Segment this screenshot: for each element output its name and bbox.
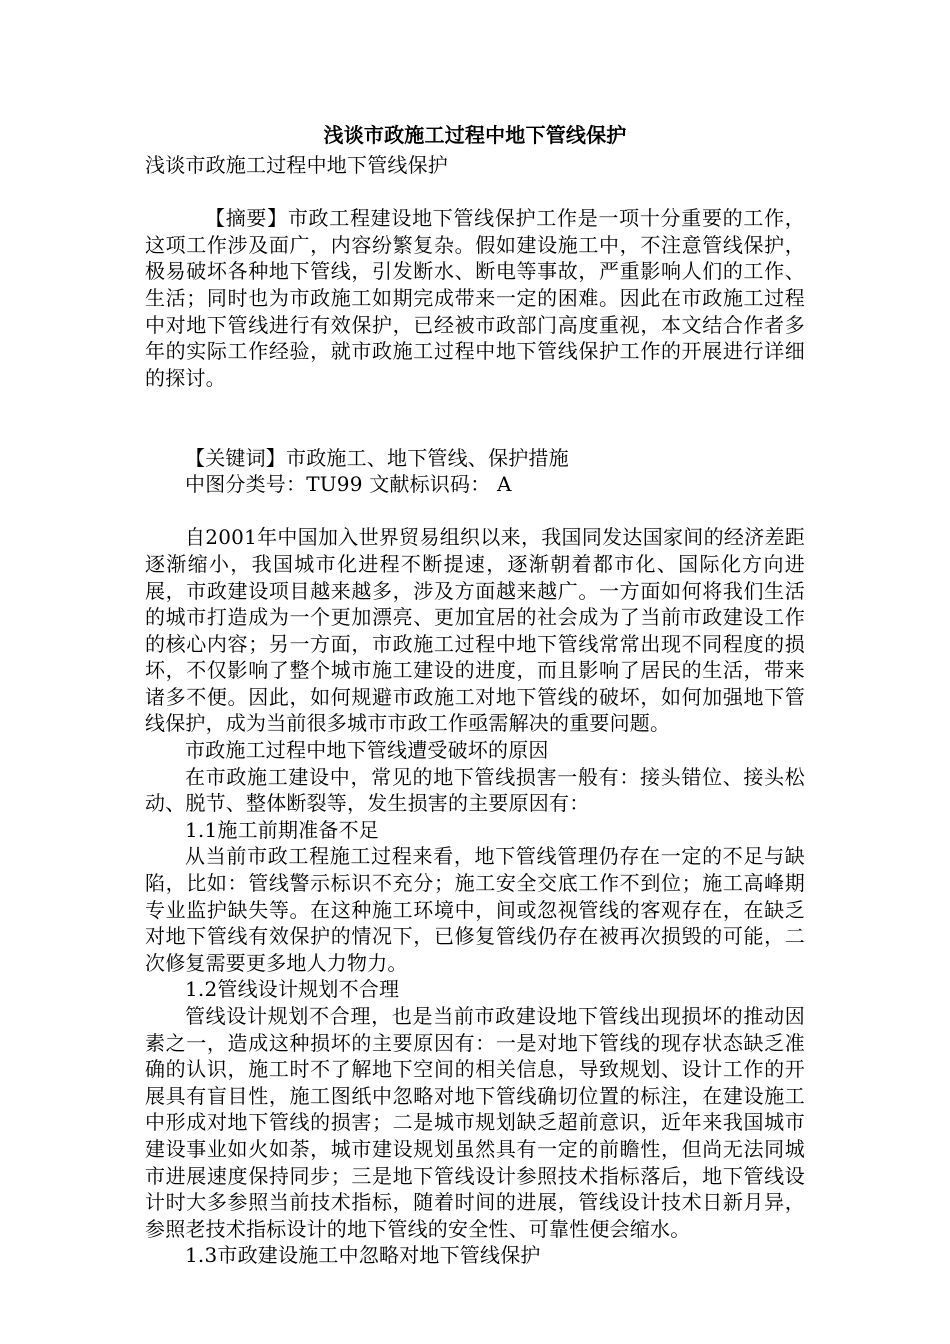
subsection-paragraph: 管线设计规划不合理，也是当前市政建设地下管线出现损坏的推动因素之一，造成这种损坏的主要原因有：一是对地下管线的现存状态缺乏准确的认识，施工时不了解地下空间的相关信息，导致规划、设计工作的开展具有盲目性，施工图纸中忽略对地下管线确切位置的标注，在建设施工中形成对地下管线的损害；二是城市规划缺乏超前意识，近年来我国城市建设事业如火如荼，城市建设规划虽然具有一定的前瞻性，但尚无法同城市进展速度保持同步；三是地下管线设计参照技术指标落后，地下管线设计时大多参照当前技术指标，随着时间的进展，管线设计技术日新月异，参照老技术指标设计的地下管线的安全性、可靠性便会缩水。 xyxy=(145,1004,805,1241)
document-title: 浅谈市政施工过程中地下管线保护 xyxy=(323,123,627,147)
abstract-paragraph: 【摘要】市政工程建设地下管线保护工作是一项十分重要的工作，这项工作涉及面广，内容纷繁复杂。假如建设施工中，不注意管线保护，极易破坏各种地下管线，引发断水、断电等事故，严重影响人们的工作、生活；同时也为市政施工如期完成带来一定的困难。因此在市政施工过程中对地下管线进行有效保护，已经被市政部门高度重视，本文结合作者多年的实际工作经验，就市政施工过程中地下管线保护工作的开展进行详细的探讨。 xyxy=(145,206,805,390)
document-body xyxy=(145,118,805,1269)
subsection-heading: 1.3市政建设施工中忽略对地下管线保护 xyxy=(185,1243,541,1268)
section-heading: 市政施工过程中地下管线遭受破坏的原因 xyxy=(185,738,549,763)
intro-paragraph: 自2001年中国加入世界贸易组织以来，我国同发达国家间的经济差距逐渐缩小，我国城市化进程不断提速，逐渐朝着都市化、国际化方向进展，市政建设项目越来越多，涉及方面越来越广。一方面如何将我们生活的城市打造成为一个更加漂亮、更加宜居的社会成为了当前市政建设工作的核心内容；另一方面，市政施工过程中地下管线常常出现不同程度的损坏，不仅影响了整个城市施工建设的进度，而且影响了居民的生活，带来诸多不便。因此，如何规避市政施工对地下管线的破坏，如何加强地下管线保护，成为当前很多城市市政工作亟需解决的重要问题。 xyxy=(145,525,805,736)
section-paragraph: 在市政施工建设中，常见的地下管线损害一般有：接头错位、接头松动、脱节、整体断裂等，发生损害的主要原因有： xyxy=(145,764,805,816)
spacer xyxy=(145,418,805,445)
spacer xyxy=(145,391,805,418)
keywords-line: 【关键词】市政施工、地下管线、保护措施 xyxy=(185,445,569,470)
spacer xyxy=(145,498,805,525)
subsection-heading: 1.1施工前期准备不足 xyxy=(185,817,380,842)
subsection-heading: 1.2管线设计规划不合理 xyxy=(185,977,400,1002)
classification-line: 中图分类号：TU99 文献标识码： A xyxy=(185,472,512,497)
subsection-paragraph: 从当前市政工程施工过程来看，地下管线管理仍存在一定的不足与缺陷，比如：管线警示标识不充分；施工安全交底工作不到位；施工高峰期专业监护缺失等。在这种施工环境中，间或忽视管线的客观存在，在缺乏对地下管线有效保护的情况下，已修复管线仍存在被再次损毁的可能，二次修复需要更多地人力物力。 xyxy=(145,844,805,975)
document-subtitle: 浅谈市政施工过程中地下管线保护 xyxy=(145,153,448,177)
spacer xyxy=(145,179,805,206)
